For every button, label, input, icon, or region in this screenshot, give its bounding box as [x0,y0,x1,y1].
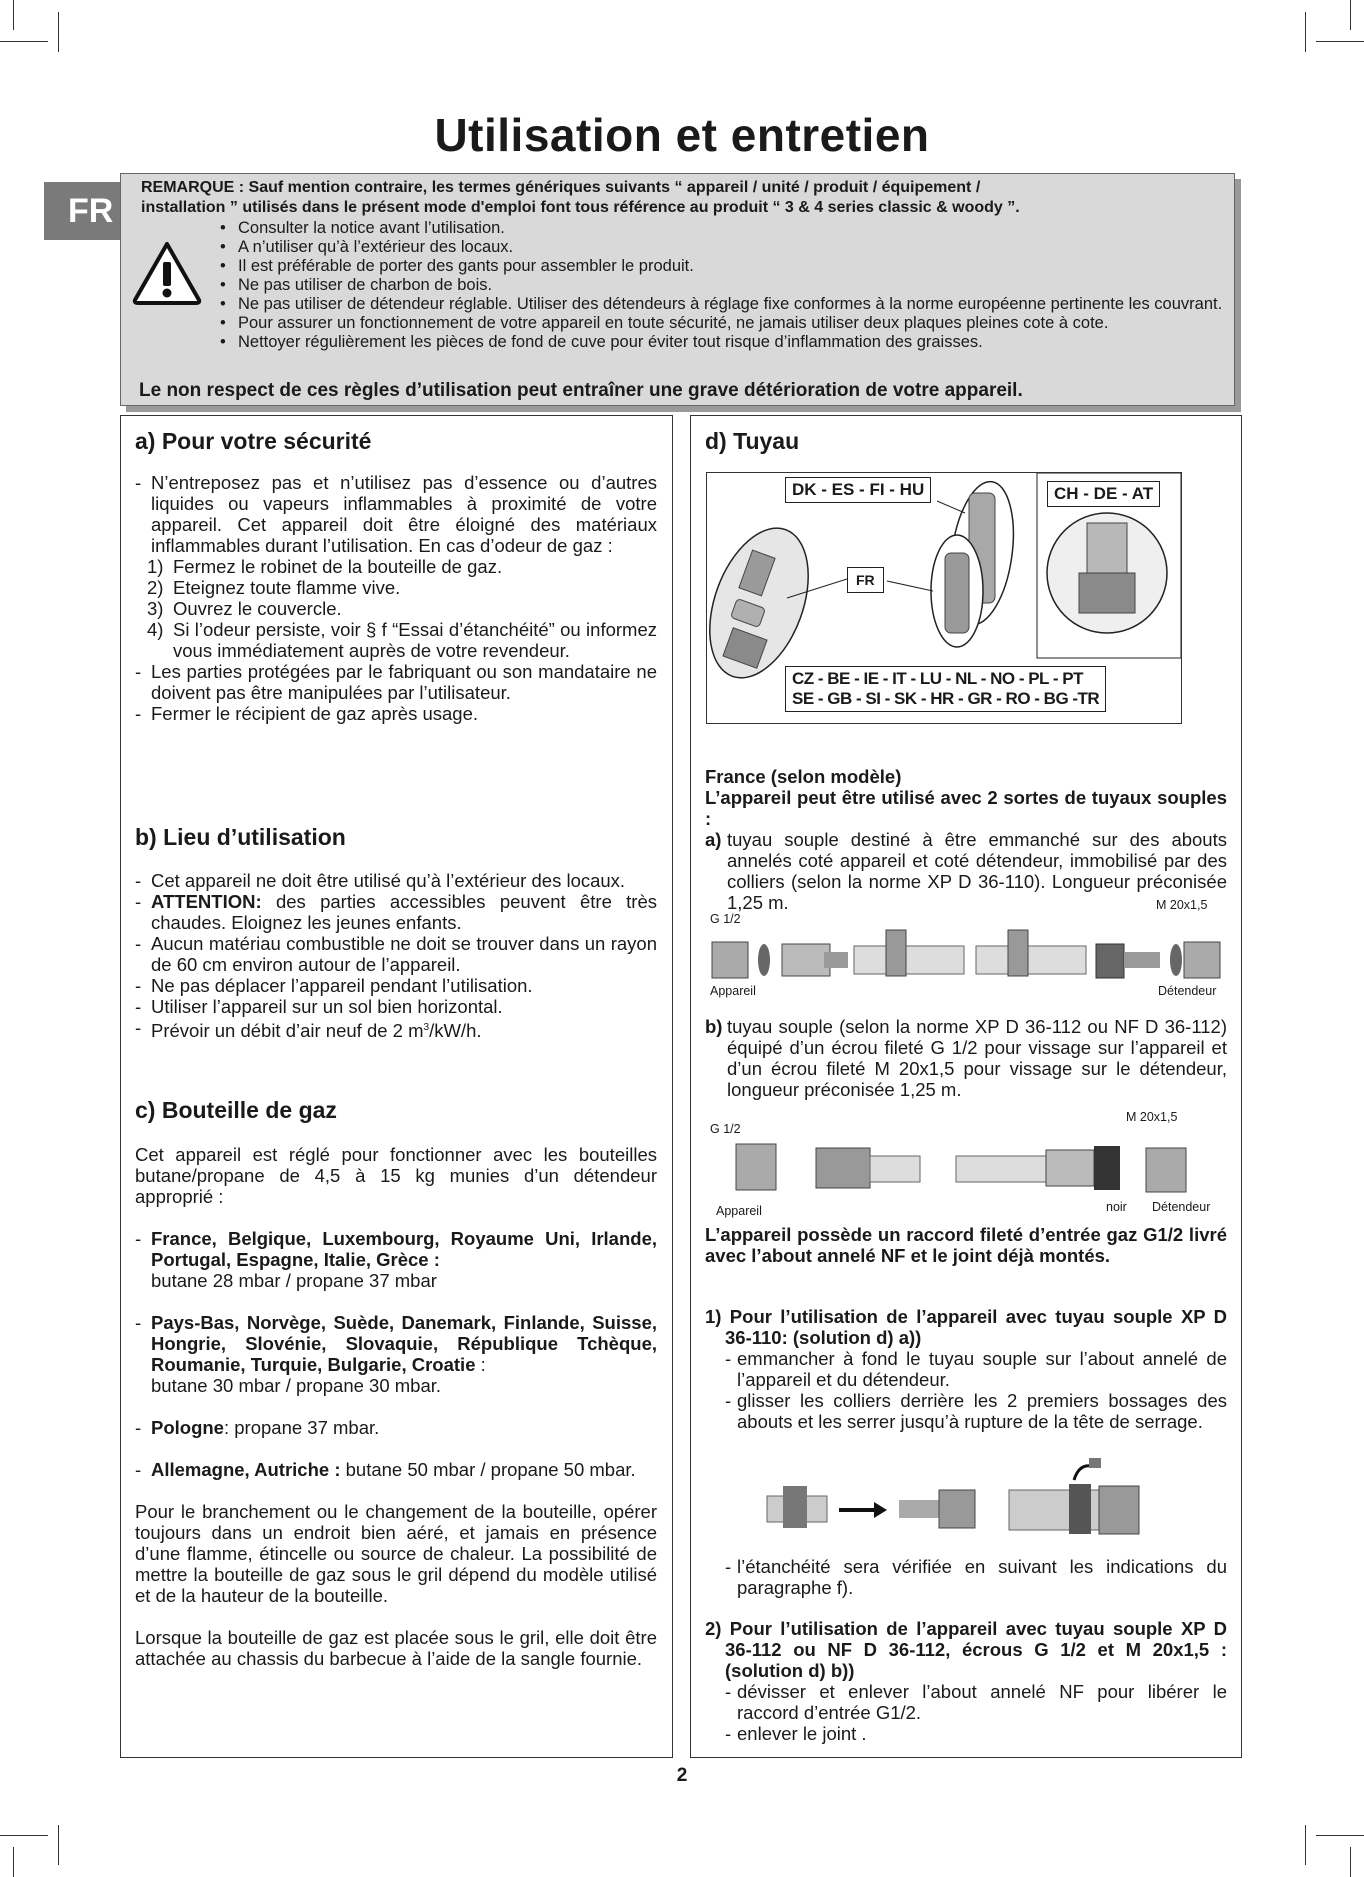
list-item: - Prévoir un débit d’air neuf de 2 $m^3/kW/h$. [135,1017,482,1042]
list-item: - emmancher à fond le tuyau souple sur l’about annelé de l’appareil et du détendeur. [725,1348,1227,1390]
label-fr: FR [847,567,884,593]
country-group: - Pays-Bas, Norvège, Suède, Danemark, Finlande, Suisse, Hongrie, Slovénie, Slovaquie, République Tchèque, Roumanie, Turquie, Bulgarie, Croatie : butane 30 mbar / propane 30 mbar. [135,1312,657,1396]
clamp-illustration [749,1456,1169,1546]
hose-b-illustration [706,1138,1226,1200]
section-b-title: b) Lieu d’utilisation [135,824,346,850]
crop-mark [1350,1847,1351,1877]
step-item: 1) Fermez le robinet de la bouteille de gaz. [147,556,503,577]
list-item: - dévisser et enlever l’about annelé NF pour libérer le raccord d’entrée G1/2. [725,1681,1227,1723]
warning-list [218,219,1223,352]
crop-mark [0,1835,48,1836]
crop-mark [1305,1825,1306,1865]
language-tab: FR [44,182,120,240]
label-ch-de-at: CH - DE - AT [1047,481,1160,507]
warning-triangle-icon [131,240,203,306]
page-number: 2 [676,1765,688,1786]
solution-2: 2) Pour l’utilisation de l’appareil avec tuyau souple XP D 36-112 ou NF D 36-112, écrous G 1/2 et M 20x1,5 : (solution d) b)) - dévisser et enlever l’about annelé NF pour libérer le raccord d’entrée G1/2. - enlever le joint . [705,1618,1227,1744]
section-d-title: d) Tuyau [705,428,800,454]
label-country-list: CZ - BE - IE - IT - LU - NL - NO - PL - PT SE - GB - SI - SK - HR - GR - RO - BG -TR [785,666,1106,712]
warning-item: • Pour assurer un fonctionnement de votre appareil en toute sécurité, ne jamais utiliser deux plaques pleines cote à cote. [218,314,1223,333]
right-column [690,415,1242,1758]
solution-1-after [705,1556,1227,1598]
crop-mark [1350,0,1351,30]
page-title: Utilisation et entretien [434,109,930,161]
warning-item: • Ne pas utiliser de charbon de bois. [218,276,1223,295]
france-text: France (selon modèle) L’appareil peut être utilisé avec 2 sortes de tuyaux souples : a) tuyau souple destiné à être emmanché sur des abouts annelés coté appareil et coté détendeur, immobilisé par des colliers (selon la norme XP D 36-110). Longueur préconisée 1,25 m. [705,766,1227,913]
list-item: - Fermer le récipient de gaz après usage. [135,703,479,724]
section-c-body: Cet appareil est réglé pour fonctionner avec les bouteilles butane/propane de 4,5 à 15 kg munies d’un détendeur approprié : - France, Belgique, Luxembourg, Royaume Uni, Irlande, Portugal, Espagne, Italie, Grèce : butane 28 mbar / propane 37 mbar - Pays-Bas, Norvège, Suède, Danemark, Finlande, Suisse, Hongrie, Slovénie, Slovaquie, République Tchèque, Roumanie, Turquie, Bulgarie, Croatie : butane 30 mbar / propane 30 mbar. - Pologne: propane 37 mbar. - Allemagne, Autriche : butane 50 mbar / propane 50 mbar. Pour le branchement ou le changement de la bouteille, opérer toujours dans un endroit bien aéré, et jamais en présence d’une flamme, étincelle ou source de chaleur. La possibilité de mettre la bouteille de gaz sous le gril dépend du modèle utilisé et de la hauteur de la bouteille. Lorsque la bouteille de gaz est placée sous le gril, elle doit être attachée au chassis du barbecue à l’aide de la sangle fournie. [135,1144,657,1669]
crop-mark [13,1847,14,1877]
warning-box [120,173,1235,406]
warning-item: • Il est préférable de porter des gants pour assembler le produit. [218,257,1223,276]
label-dk-es-fi-hu: DK - ES - FI - HU [785,477,931,503]
warning-item: • Ne pas utiliser de détendeur réglable. Utiliser des détendeurs à réglage fixe conformes à la norme européenne pertinente les couvrant. [218,295,1223,314]
warning-item: • Nettoyer régulièrement les pièces de fond de cuve pour éviter tout risque d’inflammation des graisses. [218,333,1223,352]
step-item: 4) Si l’odeur persiste, voir § f “Essai d’étanchéité” ou informez vous immédiatement auprès de votre revendeur. [147,619,657,661]
crop-mark [0,41,48,42]
section-a-body [135,472,657,724]
crop-mark [13,0,14,30]
crop-mark [1316,41,1364,42]
hose-option-b: b) tuyau souple (selon la norme XP D 36-112 ou NF D 36-112) équipé d’un écrou fileté G 1/2 pour vissage sur l’appareil et d’un écrou fileté M 20x1,5 pour vissage sur le détendeur, longueur préconisée 1,25 m. [705,1016,1227,1100]
connector-diagram [706,472,1182,724]
list-item: - N’entreposez pas et n’utilisez pas d’essence ou d’autres liquides ou vapeurs inflammables à proximité de votre appareil. Cet appareil doit être éloigné des matériaux inflammables durant l’utilisation. En cas d’odeur de gaz : [135,472,657,556]
warning-footer: Le non respect de ces règles d’utilisation peut entraîner une grave détérioration de votre appareil. [139,380,1023,401]
section-c-title: c) Bouteille de gaz [135,1097,337,1123]
list-item: - Cet appareil ne doit être utilisé qu’à l’extérieur des locaux. [135,870,626,891]
hose-option-a: a) tuyau souple destiné à être emmanché sur des abouts annelés coté appareil et coté détendeur, immobilisé par des colliers (selon la norme XP D 36-110). Longueur préconisée 1,25 m. [705,829,1227,913]
remark-text: REMARQUE : Sauf mention contraire, les termes génériques suivants “ appareil / unité / produit / équipement / installation ” utilisés dans le présent mode d'emploi font tous référence au produit “ 3 & 4 series classic & woody ”. [141,179,1020,216]
list-item: - ATTENTION: des parties accessibles peuvent être très chaudes. Eloignez les jeunes enfants. [135,891,657,933]
left-column [120,415,673,1758]
hose-figure-b: G 1/2 M 20x1,5 Appareil noir Détendeur [706,1122,1226,1222]
crop-mark [58,12,59,52]
list-item: - enlever le joint . [725,1723,867,1744]
list-item: - glisser les colliers derrière les 2 premiers bossages des abouts et les serrer jusqu’à rupture de la tête de serrage. [725,1390,1227,1432]
country-group: - Pologne: propane 37 mbar. [135,1417,380,1438]
warning-item: • Consulter la notice avant l’utilisation. [218,219,1223,238]
step-item: 3) Ouvrez le couvercle. [147,598,342,619]
hose-a-illustration [706,926,1226,988]
solution-1: 1) Pour l’utilisation de l’appareil avec tuyau souple XP D 36-110: (solution d) a)) - emmancher à fond le tuyau souple sur l’about annelé de l’appareil et du détendeur. - glisser les colliers derrière les 2 premiers bossages des abouts et les serrer jusqu’à rupture de la tête de serrage. [705,1306,1227,1432]
crop-mark [58,1825,59,1865]
list-item: - Aucun matériau combustible ne doit se trouver dans un rayon de 60 cm environ autour de l’appareil. [135,933,657,975]
list-item: - l’étanchéité sera vérifiée en suivant les indications du paragraphe f). [725,1556,1227,1598]
country-group: - France, Belgique, Luxembourg, Royaume Uni, Irlande, Portugal, Espagne, Italie, Grèce : butane 28 mbar / propane 37 mbar [135,1228,657,1291]
crop-mark [1305,12,1306,52]
list-item: - Utiliser l’appareil sur un sol bien horizontal. [135,996,503,1017]
step-item: 2) Eteignez toute flamme vive. [147,577,401,598]
raccord-text: L’appareil possède un raccord fileté d’entrée gaz G1/2 livré avec l’about annelé NF et le joint déjà montés. [705,1224,1227,1266]
warning-item: • A n’utiliser qu’à l’extérieur des locaux. [218,238,1223,257]
crop-mark [1316,1835,1364,1836]
list-item: - Les parties protégées par le fabriquant ou son mandataire ne doivent pas être manipulées par l’utilisateur. [135,661,657,703]
section-a-title: a) Pour votre sécurité [135,428,372,454]
section-b-body [135,870,657,1041]
hose-figure-a: G 1/2 M 20x1,5 Appareil Détendeur [706,910,1226,1000]
country-group: - Allemagne, Autriche : butane 50 mbar / propane 50 mbar. [135,1459,636,1480]
list-item: - Ne pas déplacer l’appareil pendant l’utilisation. [135,975,533,996]
